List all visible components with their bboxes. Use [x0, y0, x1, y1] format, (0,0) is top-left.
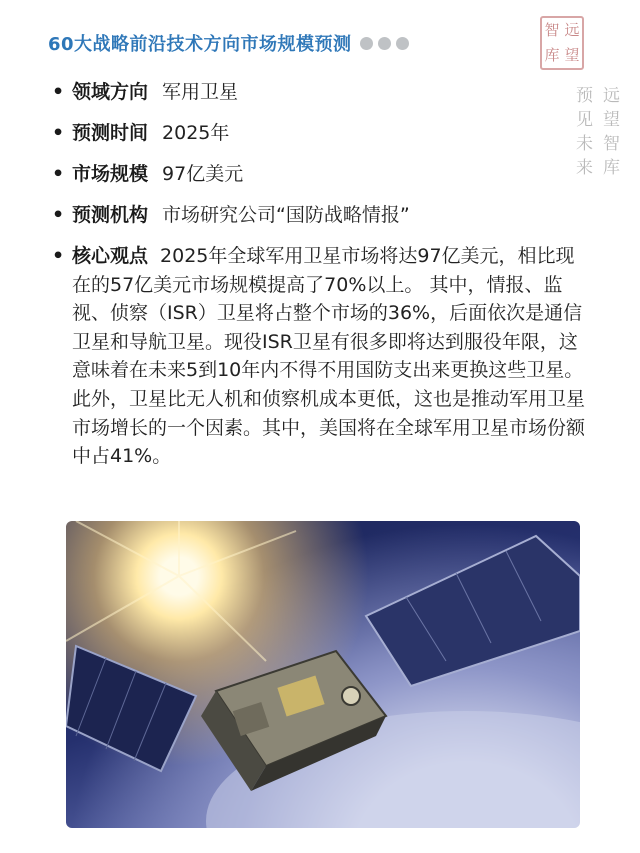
item-value: 市场研究公司“国防战略情报”: [162, 204, 410, 226]
item-label: 市场规模: [72, 163, 149, 185]
page-title: 60大战略前沿技术方向市场规模预测: [48, 34, 352, 55]
dot-icon: [396, 37, 409, 50]
seal-char: 库: [544, 46, 560, 64]
bullet-icon: •: [52, 245, 65, 267]
item-value: 2025年: [162, 122, 230, 144]
core-view-text: 2025年全球军用卫星市场将达97亿美元，相比现在的57亿美元市场规模提高了70%以上。 其中，情报、监视、侦察（ISR）卫星将占整个市场的36%，后面依次是通信卫星和导航卫星。现役ISR卫星有很多即将达到服役年限，这意味着在未来5到10年内不得不用国防支出来更换这些卫星。此外，卫星比无人机和侦察机成本更低，这也是推动军用卫星市场增长的一个因素。其中，美国将在全球军用卫星市场份额中占41%。: [72, 245, 586, 468]
watermark-char: 未: [576, 134, 593, 154]
sun-rays: [66, 521, 296, 661]
item-value: 97亿美元: [162, 163, 244, 185]
item-value: 军用卫星: [162, 81, 239, 103]
solar-panel-right: [366, 536, 580, 686]
list-item-agency: [52, 201, 592, 229]
seal-stamp: [540, 16, 584, 70]
item-label: 领域方向: [72, 81, 149, 103]
list-item-time: [52, 119, 592, 147]
satellite-image: [66, 521, 580, 828]
solar-panel-left: [66, 646, 196, 771]
page-header: [48, 30, 409, 56]
watermark-char: 库: [603, 158, 620, 178]
dot-icon: [360, 37, 373, 50]
seal-char: 智: [544, 21, 560, 39]
item-label: 预测机构: [72, 204, 149, 226]
list-item-market-size: [52, 160, 592, 188]
dot-icon: [378, 37, 391, 50]
bullet-icon: •: [52, 81, 65, 103]
satellite-illustration: [66, 521, 580, 828]
watermark-char: 来: [576, 158, 593, 178]
watermark-char: 见: [576, 110, 593, 130]
header-dots: [360, 37, 409, 50]
list-item-core-view: [52, 242, 592, 471]
info-list: [52, 78, 592, 484]
list-item-field: [52, 78, 592, 106]
bullet-icon: •: [52, 204, 65, 226]
seal-char: 望: [564, 46, 580, 64]
bullet-icon: •: [52, 122, 65, 144]
seal-char: 远: [564, 21, 580, 39]
watermark-char: 远: [603, 86, 620, 106]
item-label: 核心观点: [72, 245, 149, 267]
watermark-char: 智: [603, 134, 620, 154]
watermark-char: 望: [603, 110, 620, 130]
watermark-char: 预: [576, 86, 593, 106]
watermark-column: [603, 84, 620, 204]
bullet-icon: •: [52, 163, 65, 185]
item-label: 预测时间: [72, 122, 149, 144]
